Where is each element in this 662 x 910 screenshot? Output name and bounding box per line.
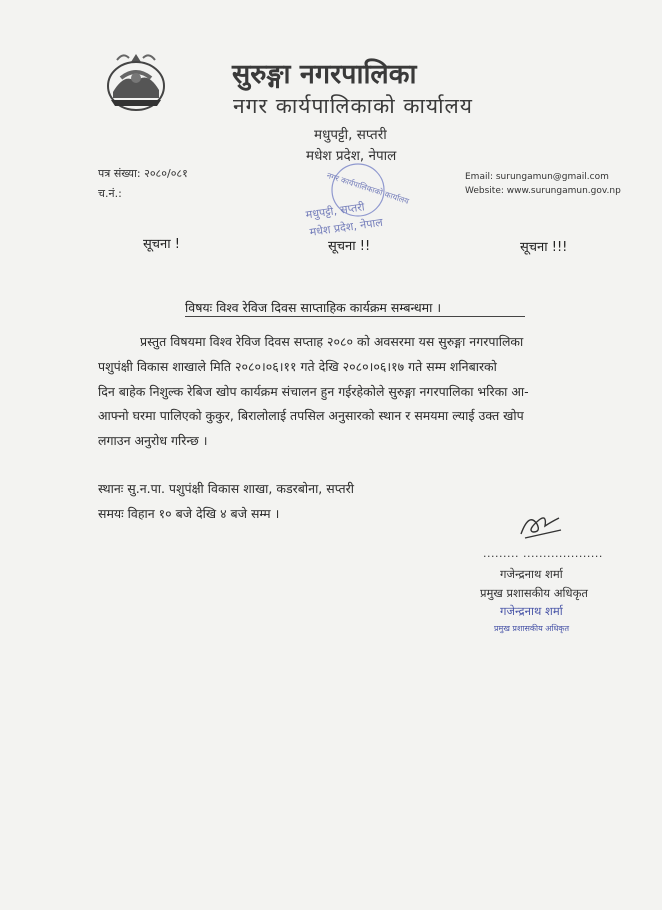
office-name: नगर कार्यपालिकाको कार्यालय — [233, 94, 473, 118]
signatory-title: प्रमुख प्रशासकीय अधिकृत — [480, 586, 588, 600]
signatory-stamp-title: प्रमुख प्रशासकीय अधिकृत — [494, 624, 570, 633]
notice-heading-2: सूचना !! — [328, 239, 371, 254]
detail-time: समयः विहान १० बजे देखि ४ बजे सम्म । — [98, 506, 280, 521]
contact-email: Email: surungamun@gmail.com — [465, 172, 609, 182]
signature-mark — [515, 508, 565, 542]
address-line-1: मधुपट्टी, सप्तरी — [314, 127, 387, 143]
signatory-stamp-name: गजेन्द्रनाथ शर्मा — [500, 604, 563, 618]
subject-underline — [185, 316, 525, 317]
stamp-text-top: नगर कार्यपालिकाको कार्यालय — [325, 170, 410, 206]
org-name: सुरुङ्गा नगरपालिका — [232, 59, 417, 90]
body-line-4: आफ्नो घरमा पालिएको कुकुर, बिरालोलाई तपसिल अनुसारको स्थान र समयमा ल्याई उक्त खोप — [98, 408, 524, 423]
subject-line: विषयः विश्व रेविज दिवस साप्ताहिक कार्यक्रम सम्बन्धमा । — [185, 300, 442, 315]
body-line-5: लगाउन अनुरोध गरिन्छ । — [98, 433, 208, 448]
contact-website: Website: www.surungamun.gov.np — [465, 186, 621, 196]
notice-heading-1: सूचना ! — [143, 237, 180, 252]
dispatch-number: च.नं.: — [98, 187, 122, 200]
address-line-2: मधेश प्रदेश, नेपाल — [306, 148, 397, 164]
office-stamp — [288, 162, 418, 242]
stamp-text-bottom: मधेश प्रदेश, नेपाल — [308, 215, 384, 239]
stamp-text-mid: मधुपट्टी, सप्तरी — [304, 200, 366, 222]
notice-heading-3: सूचना !!! — [520, 240, 568, 255]
ref-number: पत्र संख्या: २०८०/०८१ — [98, 167, 188, 180]
body-line-1: प्रस्तुत विषयमा विश्व रेविज दिवस सप्ताह २०८० को अवसरमा यस सुरुङ्गा नगरपालिका — [140, 334, 524, 349]
body-line-3: दिन बाहेक निशुल्क रेबिज खोप कार्यक्रम संचालन हुन गईरहेकोले सुरुङ्गा नगरपालिका भरिका आ- — [98, 384, 529, 399]
nepal-emblem-icon — [103, 48, 169, 118]
detail-place: स्थानः सु.न.पा. पशुपंक्षी विकास शाखा, कडरबोना, सप्तरी — [98, 481, 355, 496]
body-line-2: पशुपंक्षी विकास शाखाले मिति २०८०।०६।११ गते देखि २०८०।०६।१७ गते सम्म शनिबारको — [98, 359, 497, 374]
signature-dots: ......... .................... — [483, 547, 603, 560]
signatory-name: गजेन्द्रनाथ शर्मा — [500, 567, 563, 581]
